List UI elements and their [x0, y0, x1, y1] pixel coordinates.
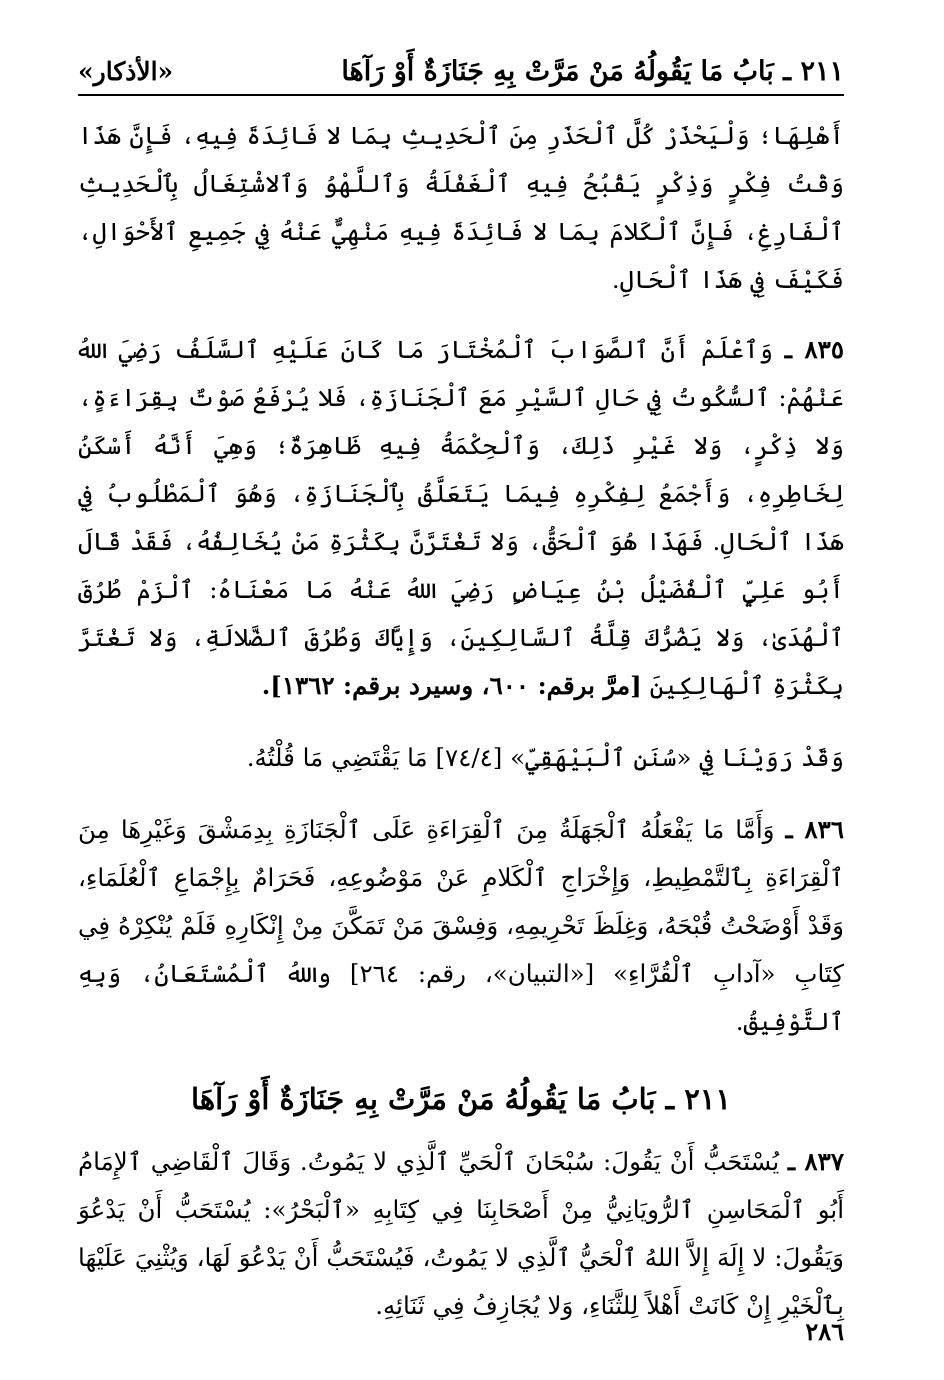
book-page	[78, 52, 844, 1352]
paragraph-text: وَأَمَّا مَا يَفْعَلُهُ ٱلْجَهَلَةُ مِنَ ٱلْقِرَاءَةِ عَلَى ٱلْجَنَازَةِ بِدِمَشْقَ وَغَيْرِهَا مِنَ ٱلْقِرَاءَةِ بِٱلتَّمْطِيطِ، وَإِخْرَاجِ ٱلْكَلامِ عَنْ مَوْضُوعِهِ، فَحَرَامٌ بِإِجْمَاعِ ٱلْعُلَمَاءِ، وَقَدْ أَوْضَحْتُ قُبْحَهُ، وَغِلَظَ تَحْرِيمِهِ، وَفِسْقَ مَنْ تَمَكَّنَ مِنْ إِنْكَارِهِ فَلَمْ يُنْكِرْهُ فِي كِتَابِ «آدابِ ٱلْقُرَّاءِ» [«التبيان»، رقم: ٢٦٤] واللهُ ٱلْمُسْتَعَانُ، وَبِهِ ٱلتَّوْفِيقُ.	[78, 815, 844, 1036]
paragraph-bayhaqi	[78, 734, 844, 782]
page-number: ٢٨٦	[805, 1317, 844, 1346]
chapter-heading: ٢١١ ـ بَابُ مَا يَقُولُهُ مَنْ مَرَّتْ بِهِ جَنَازَةٌ أَوْ رَآهَا	[191, 1082, 731, 1116]
paragraph-text: وَٱعْلَمْ أَنَّ ٱلصَّوَابَ ٱلْمُخْتَارَ مَا كَانَ عَلَيْهِ ٱلسَّلَفُ رَضِيَ اللهُ عَنْهُمْ: ٱلسُّكُوتُ فِي حَالِ ٱلسَّيْرِ مَعَ ٱلْجَنَازَةِ، فَلا يُرْفَعُ صَوْتٌ بِقِرَاءَةٍ، وَلا ذِكْرٍ، وَلا غَيْرِ ذَلِكَ، وَٱلْحِكْمَةُ فِيهِ ظَاهِرَةٌ؛ وَهِيَ أَنَّهُ أَسْكَنُ لِخَاطِرِهِ، وَأَجْمَعُ لِفِكْرِهِ فِيمَا يَتَعَلَّقُ بِٱلْجَنَازَةِ، وَهُوَ ٱلْمَطْلُوبُ فِي هَذَا ٱلْحَالِ. فَهَذَا هُوَ ٱلْحَقُّ، وَلا تَغْتَرَّنَّ بِكَثْرَةِ مَنْ يُخَالِفُهُ، فَقَدْ قَالَ أَبُو عَلِيٍّ ٱلْفُضَيْلُ بْنُ عِيَاضٍ رَضِيَ اللهُ عَنْهُ مَا مَعْنَاهُ: ٱلْزَمْ طُرُقَ ٱلْهُدَىٰ، وَلا يَضُرُّكَ قِلَّةُ ٱلسَّالِكِينَ، وَإِيَّاكَ وَطُرُقَ ٱلضَّلالَةِ، وَلا تَغْتَرَّ بِكَثْرَةِ ٱلْهَالِكِينَ	[78, 335, 844, 700]
paragraph-837	[78, 1138, 844, 1330]
header-chapter-title: ٢١١ ـ بَابُ مَا يَقُولُهُ مَنْ مَرَّتْ بِهِ جَنَازَةٌ أَوْ رَآهَا	[341, 56, 844, 87]
paragraph-continuation	[78, 112, 844, 304]
paragraph-number: ٨٣٧ ـ	[787, 1147, 844, 1176]
paragraph-number: ٨٣٦ ـ	[785, 815, 844, 844]
paragraph-text: وَقَدْ رَوَيْنَا فِي «سُنَنِ ٱلْبَيْهَقِيِّ» [٧٤/٤] مَا يَقْتَضِي مَا قُلْتُهُ.	[246, 743, 844, 772]
paragraph-text: أَهْلِهَا؛ وَلْيَحْذَرْ كُلَّ ٱلْحَذَرِ مِنَ ٱلْحَدِيثِ بِمَا لا فَائِدَةَ فِيهِ، فَإِنَّ هَذَا وَقْتُ فِكْرٍ وَذِكْرٍ يَقْبُحُ فِيهِ ٱلْغَفْلَةُ وَٱللَّهْوُ وَٱلاشْتِغَالُ بِٱلْحَدِيثِ ٱلْفَارِغِ، فَإِنَّ ٱلْكَلامَ بِمَا لا فَائِدَةَ فِيهِ مَنْهِيٌّ عَنْهُ فِي جَمِيعِ ٱلأَحْوَالِ، فَكَيْفَ فِي هَذَا ٱلْحَالِ.	[78, 121, 844, 294]
running-header	[78, 52, 844, 96]
paragraph-835	[78, 326, 844, 710]
paragraph-text: يُسْتَحَبُّ أَنْ يَقُولَ: سُبْحَانَ ٱلْحَيِّ ٱلَّذِي لا يَمُوتُ. وَقَالَ ٱلْقَاضِي ٱلإِمَامُ أَبُو ٱلْمَحَاسِنِ ٱلرُّويَانِيُّ مِنْ أَصْحَابِنَا فِي كِتَابِهِ «ٱلْبَحْرُ»: يُسْتَحَبُّ أَنْ يَدْعُوَ وَيَقُولَ: لا إِلَهَ إِلاَّ اللهُ ٱلْحَيُّ ٱلَّذِي لا يَمُوتُ، فَيُسْتَحَبُّ أَنْ يَدْعُوَ لَهَا، وَيُثْنِيَ عَلَيْهَا بِٱلْخَيْرِ إِنْ كَانَتْ أَهْلاً لِلثَّنَاءِ، وَلا يُجَازِفُ فِي ثَنَائِهِ.	[78, 1147, 844, 1320]
paragraph-836	[78, 806, 844, 1046]
header-book-title: «الأذكار»	[78, 57, 174, 86]
paragraph-number: ٨٣٥ ـ	[784, 335, 844, 364]
paragraph-reference: [مرَّ برقم: ٦٠٠، وسيرد برقم: ١٣٦٢].	[261, 671, 642, 700]
